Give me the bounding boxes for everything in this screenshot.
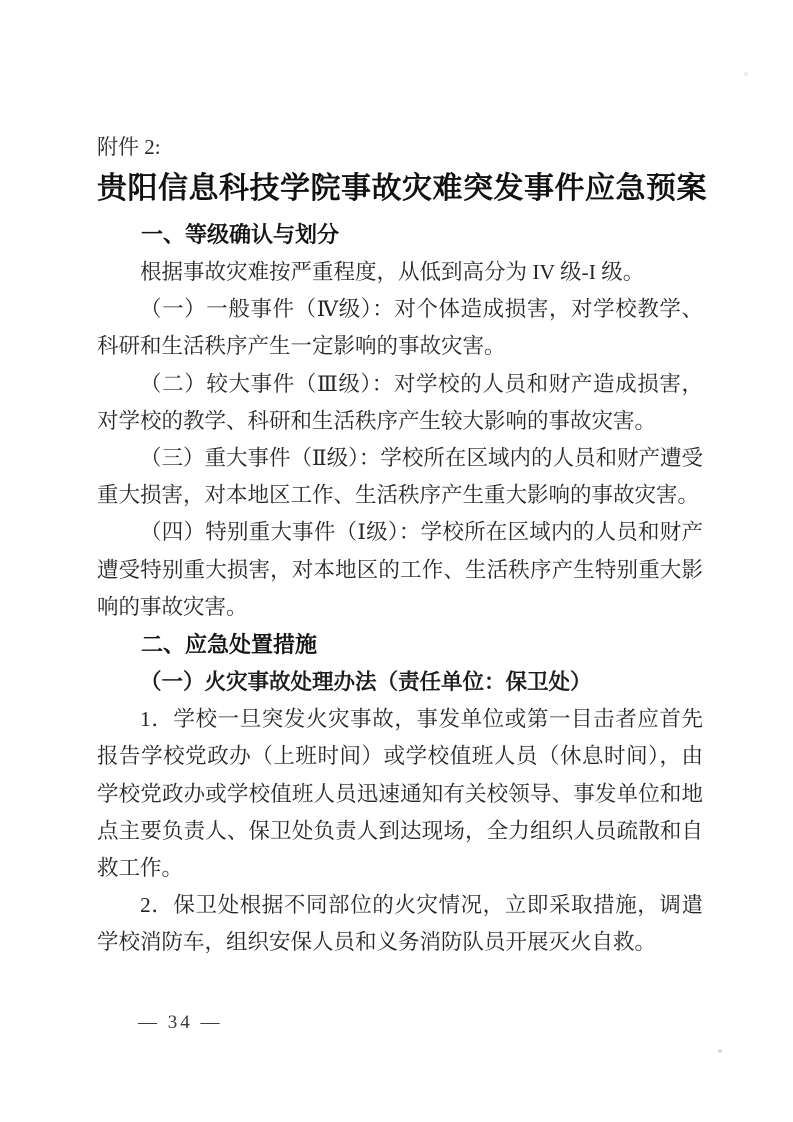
section-1-paragraph-intro: 根据事故灾难按严重程度，从低到高分为 IV 级-I 级。 [140,260,645,284]
section-1-paragraph-level-2: （三）重大事件（Ⅱ级）：学校所在区域内的人员和财产遭受重大损害，对本地区工作、生活秩序产生重大影响的事故灾害。 [97,446,703,508]
section-2-subheading-fire: （一）火灾事故处理办法（责任单位：保卫处） [140,670,592,695]
attachment-label: 附件 2: [97,135,161,159]
document-title: 贵阳信息科技学院事故灾难突发事件应急预案 [97,172,707,205]
section-1-heading: 一、等级确认与划分 [141,222,340,247]
section-2-paragraph-step-2: 2．保卫处根据不同部位的火灾情况，立即采取措施，调遣学校消防车，组织安保人员和义务消防队员开展灭火自救。 [97,893,703,955]
page-number: — 34 — [138,1012,223,1033]
section-1-paragraph-level-3: （二）较大事件（Ⅲ级）：对学校的人员和财产造成损害，对学校的教学、科研和生活秩序产生较大影响的事故灾害。 [97,371,703,433]
scan-speck [744,72,748,76]
section-2-heading: 二、应急处置措施 [141,632,318,658]
section-1-paragraph-level-4: （一）一般事件（Ⅳ级）：对个体造成损害，对学校教学、科研和生活秩序产生一定影响的事故灾害。 [97,297,703,359]
section-1-paragraph-level-1: （四）特别重大事件（Ⅰ级）：学校所在区域内的人员和财产遭受特别重大损害，对本地区的工作、生活秩序产生特别重大影响的事故灾害。 [97,520,703,619]
section-2-paragraph-step-1: 1．学校一旦突发火灾事故，事发单位或第一目击者应首先报告学校党政办（上班时间）或学校值班人员（休息时间），由学校党政办或学校值班人员迅速通知有关校领导、事发单位和地点主要负责人、保卫处负责人到达现场，全力组织人员疏散和自救工作。 [97,707,703,881]
document-body [97,132,707,962]
scan-speck [718,1049,722,1053]
